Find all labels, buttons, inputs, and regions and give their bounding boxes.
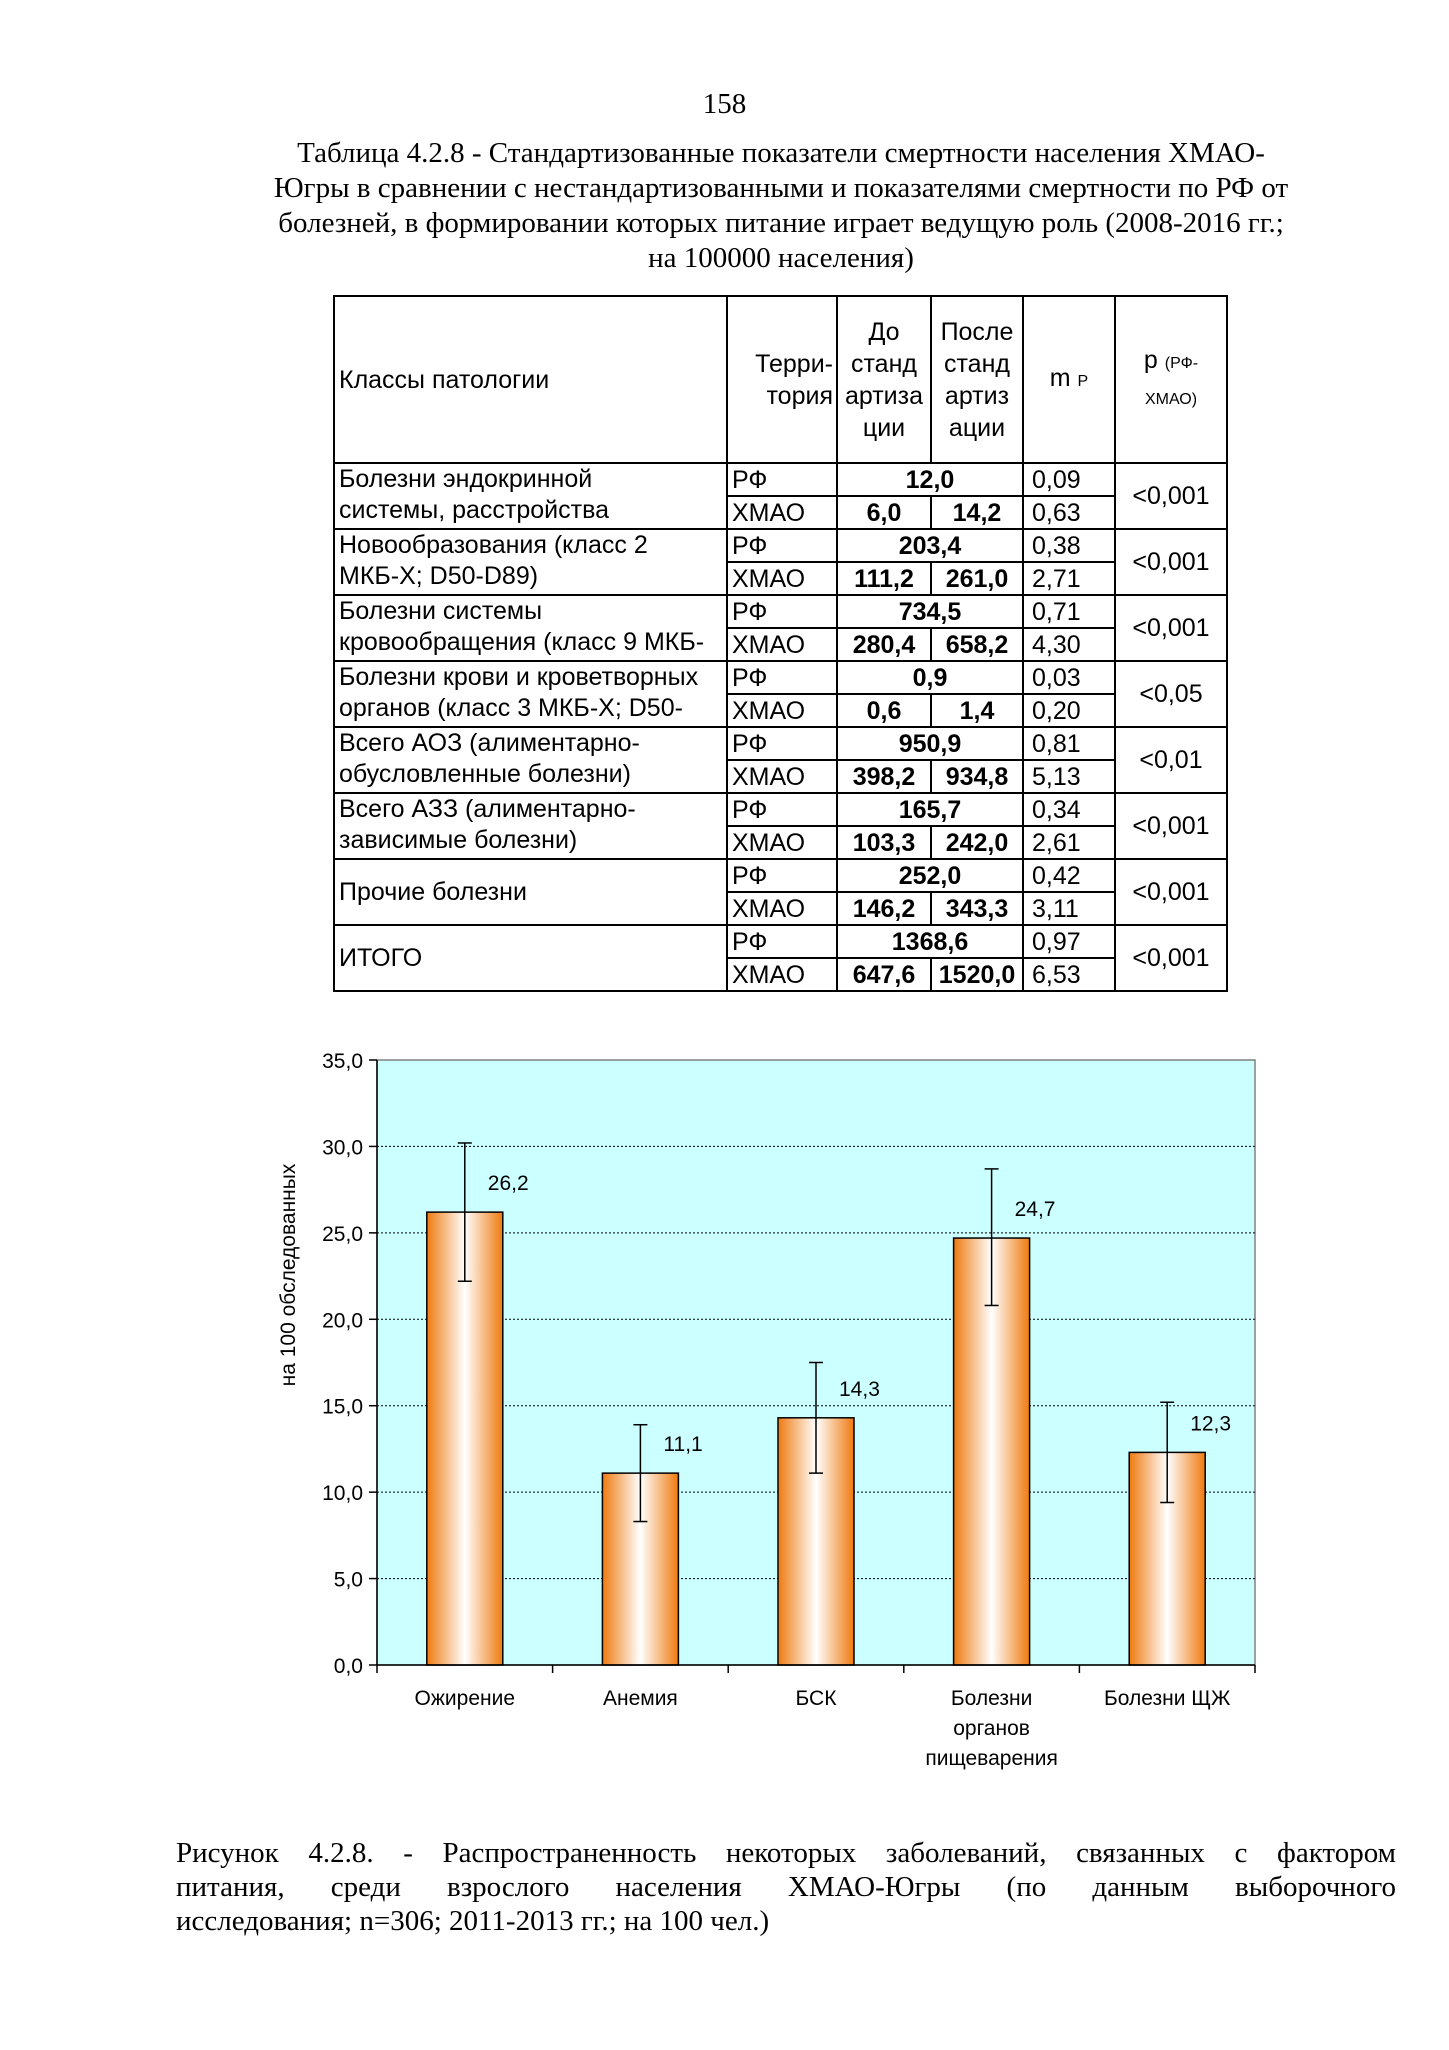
hmao-mp: 4,30 bbox=[1023, 628, 1115, 661]
x-tick-label: пищеварения bbox=[925, 1747, 1058, 1770]
hmao-after: 261,0 bbox=[931, 562, 1023, 595]
table-caption-line: болезней, в формировании которых питание играет ведущую роль (2008-2016 гг.; bbox=[278, 207, 1284, 239]
y-tick-label: 10,0 bbox=[322, 1482, 363, 1506]
territory-hmao: ХМАО bbox=[727, 958, 837, 991]
p-value: <0,001 bbox=[1115, 529, 1227, 595]
hmao-before: 146,2 bbox=[837, 892, 931, 925]
hmao-after: 1520,0 bbox=[931, 958, 1023, 991]
data-label: 24,7 bbox=[1014, 1198, 1056, 1222]
territory-rf: РФ bbox=[727, 727, 837, 760]
territory-hmao: ХМАО bbox=[727, 694, 837, 727]
x-tick-label: БСК bbox=[795, 1687, 837, 1710]
pathology-class-line: органов (класс 3 МКБ-Х; D50- bbox=[339, 694, 683, 722]
rf-value: 252,0 bbox=[837, 859, 1023, 892]
pathology-class-line: обусловленные болезни) bbox=[339, 760, 631, 788]
table-caption-line: Югры в сравнении с нестандартизованными и показателями смертности по РФ от bbox=[273, 172, 1289, 204]
y-tick-label: 25,0 bbox=[322, 1222, 363, 1246]
hmao-after: 343,3 bbox=[931, 892, 1023, 925]
territory-hmao: ХМАО bbox=[727, 562, 837, 595]
p-value: <0,001 bbox=[1115, 859, 1227, 925]
hmao-before: 103,3 bbox=[837, 826, 931, 859]
mortality-table bbox=[333, 295, 1228, 992]
y-tick-label: 30,0 bbox=[322, 1136, 363, 1160]
rf-value: 203,4 bbox=[837, 529, 1023, 562]
y-tick-label: 20,0 bbox=[322, 1309, 363, 1333]
rf-value: 734,5 bbox=[837, 595, 1023, 628]
data-label: 11,1 bbox=[663, 1433, 703, 1457]
hmao-mp: 5,13 bbox=[1023, 760, 1115, 793]
pathology-class-line: МКБ-Х; D50-D89) bbox=[339, 562, 539, 590]
table-header-row bbox=[334, 296, 1227, 463]
data-label: 14,3 bbox=[839, 1377, 880, 1401]
p-value: <0,001 bbox=[1115, 925, 1227, 991]
rf-mp: 0,42 bbox=[1023, 859, 1115, 892]
hmao-mp: 6,53 bbox=[1023, 958, 1115, 991]
hmao-after: 934,8 bbox=[931, 760, 1023, 793]
territory-rf: РФ bbox=[727, 925, 837, 958]
pathology-class-line: ИТОГО bbox=[339, 943, 423, 972]
table-row bbox=[334, 793, 1227, 826]
hmao-after: 658,2 bbox=[931, 628, 1023, 661]
pathology-class bbox=[334, 661, 727, 727]
territory-hmao: ХМАО bbox=[727, 892, 837, 925]
rf-value: 950,9 bbox=[837, 727, 1023, 760]
pathology-class-line: Болезни системы bbox=[339, 597, 543, 625]
hmao-mp: 0,63 bbox=[1023, 496, 1115, 529]
territory-rf: РФ bbox=[727, 463, 837, 496]
header-p-label: p bbox=[1143, 345, 1158, 374]
territory-hmao: ХМАО bbox=[727, 760, 837, 793]
pathology-class-line: Новообразования (класс 2 bbox=[339, 531, 648, 559]
hmao-before: 398,2 bbox=[837, 760, 931, 793]
hmao-mp: 2,61 bbox=[1023, 826, 1115, 859]
territory-rf: РФ bbox=[727, 529, 837, 562]
table-row bbox=[334, 595, 1227, 628]
prevalence-bar-chart bbox=[255, 1045, 1315, 1785]
hmao-mp: 3,11 bbox=[1023, 892, 1115, 925]
pathology-class-line: Прочие болезни bbox=[339, 877, 527, 906]
pathology-class-line: кровообращения (класс 9 МКБ- bbox=[339, 628, 705, 656]
table-row bbox=[334, 463, 1227, 496]
p-value: <0,01 bbox=[1115, 727, 1227, 793]
header-mp-sub: Р bbox=[1077, 372, 1089, 390]
table-row bbox=[334, 529, 1227, 562]
rf-mp: 0,03 bbox=[1023, 661, 1115, 694]
territory-rf: РФ bbox=[727, 859, 837, 892]
rf-value: 1368,6 bbox=[837, 925, 1023, 958]
table-caption bbox=[176, 136, 1386, 276]
rf-value: 12,0 bbox=[837, 463, 1023, 496]
header-classes: Классы патологии bbox=[334, 296, 727, 463]
header-p-sub: (РФ- ХМАО) bbox=[1144, 354, 1199, 408]
y-tick-label: 35,0 bbox=[322, 1050, 363, 1073]
table-row bbox=[334, 661, 1227, 694]
pathology-class bbox=[334, 463, 727, 529]
hmao-before: 0,6 bbox=[837, 694, 931, 727]
territory-hmao: ХМАО bbox=[727, 628, 837, 661]
page-number: 158 bbox=[702, 88, 747, 120]
hmao-mp: 0,20 bbox=[1023, 694, 1115, 727]
y-tick-label: 0,0 bbox=[333, 1655, 363, 1678]
y-axis-label: на 100 обследованных bbox=[277, 1163, 300, 1387]
header-before: До станд артиза ции bbox=[837, 296, 931, 463]
header-territory: Терри- тория bbox=[727, 296, 837, 463]
header-after: После станд артиз ации bbox=[931, 296, 1023, 463]
pathology-class bbox=[334, 595, 727, 661]
hmao-before: 647,6 bbox=[837, 958, 931, 991]
territory-hmao: ХМАО bbox=[727, 826, 837, 859]
hmao-after: 242,0 bbox=[931, 826, 1023, 859]
pathology-class bbox=[334, 529, 727, 595]
x-tick-label: Ожирение bbox=[414, 1687, 516, 1710]
data-label: 26,2 bbox=[487, 1172, 529, 1196]
data-label: 12,3 bbox=[1190, 1412, 1232, 1436]
hmao-mp: 2,71 bbox=[1023, 562, 1115, 595]
hmao-before: 6,0 bbox=[837, 496, 931, 529]
hmao-before: 111,2 bbox=[837, 562, 931, 595]
rf-mp: 0,71 bbox=[1023, 595, 1115, 628]
header-mp bbox=[1023, 296, 1115, 463]
x-tick-label: органов bbox=[953, 1717, 1030, 1740]
hmao-before: 280,4 bbox=[837, 628, 931, 661]
rf-value: 0,9 bbox=[837, 661, 1023, 694]
rf-mp: 0,34 bbox=[1023, 793, 1115, 826]
pathology-class-line: Болезни крови и кроветворных bbox=[339, 663, 699, 691]
pathology-class-line: Болезни эндокринной bbox=[339, 465, 593, 493]
x-tick-label: Анемия bbox=[602, 1687, 678, 1710]
rf-mp: 0,97 bbox=[1023, 925, 1115, 958]
header-p bbox=[1115, 296, 1227, 463]
pathology-class bbox=[334, 793, 727, 859]
territory-rf: РФ bbox=[727, 793, 837, 826]
table-row bbox=[334, 925, 1227, 958]
p-value: <0,001 bbox=[1115, 595, 1227, 661]
rf-value: 165,7 bbox=[837, 793, 1023, 826]
table-caption-line: Таблица 4.2.8 - Стандартизованные показатели смертности населения ХМАО- bbox=[297, 137, 1265, 169]
header-mp-label: m bbox=[1049, 363, 1071, 392]
pathology-class-line: системы, расстройства bbox=[339, 496, 609, 524]
rf-mp: 0,81 bbox=[1023, 727, 1115, 760]
pathology-class bbox=[334, 727, 727, 793]
y-tick-label: 15,0 bbox=[322, 1395, 363, 1419]
figure-caption-line: Рисунок 4.2.8. - Распространенность некоторых заболеваний, связанных с фактором bbox=[176, 1837, 1396, 1869]
pathology-class-line: Всего АЗЗ (алиментарно- bbox=[339, 795, 636, 823]
rf-mp: 0,38 bbox=[1023, 529, 1115, 562]
figure-caption-line: исследования; n=306; 2011-2013 гг.; на 100 чел.) bbox=[176, 1905, 770, 1937]
territory-rf: РФ bbox=[727, 595, 837, 628]
table-row bbox=[334, 727, 1227, 760]
x-tick-label: Болезни bbox=[950, 1687, 1033, 1710]
pathology-class-line: Всего АОЗ (алиментарно- bbox=[339, 729, 640, 757]
p-value: <0,001 bbox=[1115, 793, 1227, 859]
pathology-class bbox=[334, 859, 727, 925]
hmao-after: 1,4 bbox=[931, 694, 1023, 727]
figure-caption-line: питания, среди взрослого населения ХМАО-Югры (по данным выборочного bbox=[176, 1871, 1396, 1903]
territory-rf: РФ bbox=[727, 661, 837, 694]
table-caption-line: на 100000 населения) bbox=[648, 242, 914, 274]
x-tick-label: Болезни ЩЖ bbox=[1104, 1687, 1231, 1710]
pathology-class-line: зависимые болезни) bbox=[339, 826, 578, 854]
hmao-after: 14,2 bbox=[931, 496, 1023, 529]
territory-hmao: ХМАО bbox=[727, 496, 837, 529]
y-tick-label: 5,0 bbox=[333, 1568, 363, 1592]
p-value: <0,001 bbox=[1115, 463, 1227, 529]
figure-caption bbox=[176, 1836, 1396, 1938]
p-value: <0,05 bbox=[1115, 661, 1227, 727]
pathology-class bbox=[334, 925, 727, 991]
table-row bbox=[334, 859, 1227, 892]
rf-mp: 0,09 bbox=[1023, 463, 1115, 496]
